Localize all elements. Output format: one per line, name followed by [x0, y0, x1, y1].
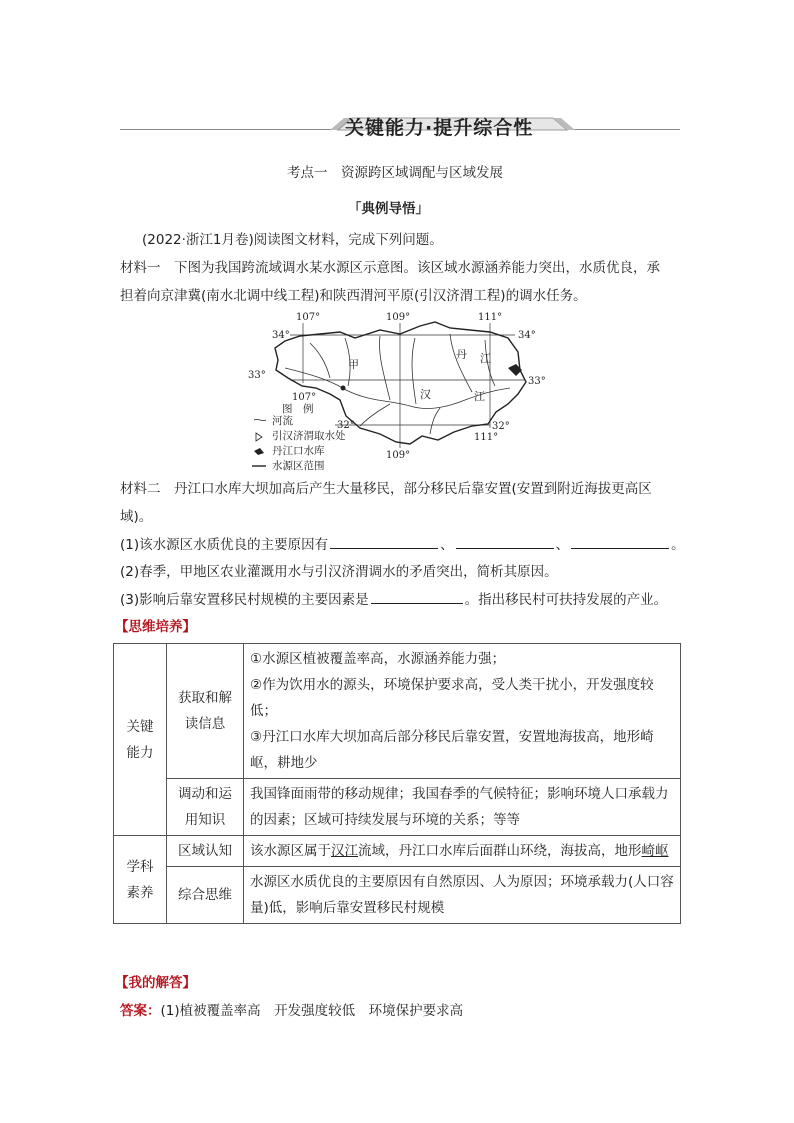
legend-reservoir: 丹江口水库	[272, 445, 325, 457]
answer-text: (1)植被覆盖率高 开发强度较低 环境保护要求高	[160, 1003, 464, 1019]
water-source-boundary	[275, 322, 526, 444]
lon-top-1: 107°	[296, 312, 321, 323]
separator-2: 、	[555, 537, 570, 553]
answer-label: 【我的解答】	[115, 975, 196, 991]
header-rule-right	[570, 129, 680, 130]
page-title: 关键能力·提升综合性	[345, 117, 534, 139]
lon-bottom-2: 109°	[386, 450, 411, 461]
group-discipline: 学科素养	[114, 836, 167, 924]
answer-prefix: 答案：	[120, 1003, 161, 1019]
lon-top-3: 111°	[478, 312, 503, 323]
lat-right-32: 32°	[492, 421, 510, 432]
row-content-synthesis: 水源区水质优良的主要原因有自然原因、人为原因；环境承载力(人口容量)低，影响后靠安置移民村规模	[244, 867, 681, 924]
row-label-synthesis: 综合思维	[167, 867, 244, 924]
question-3	[120, 589, 667, 611]
thinking-label: 【思维培养】	[115, 619, 196, 635]
lat-left-34: 34°	[272, 330, 290, 341]
thinking-table	[113, 643, 681, 924]
section-subheading: 「典例导悟」	[348, 201, 429, 217]
row-content-info	[244, 644, 681, 779]
question-1-text: (1)该水源区水质优良的主要原因有	[120, 537, 329, 553]
group-key-ability: 关键能力	[114, 644, 167, 836]
info-point-2: ②作为饮用水的源头，环境保护要求高，受人类干扰小，开发强度较低；	[250, 677, 654, 719]
separator-1: 、	[440, 537, 454, 553]
material2-line2: 域)。	[120, 509, 153, 525]
place-jia: 甲	[348, 358, 359, 371]
row-content-knowledge: 我国锋面雨带的移动规律；我国春季的气候特征；影响环境人口承载力的因素；区域可持续发展与环境的关系；等等	[244, 779, 681, 836]
lat-left-33: 33°	[248, 370, 266, 381]
map-rivers	[285, 334, 510, 434]
section-heading: 考点一 资源跨区域调配与区域发展	[287, 165, 503, 181]
answer-blank-1-3	[571, 534, 669, 549]
answer-line	[120, 1000, 463, 1022]
question-3-text: (3)影响后靠安置移民村规模的主要因素是	[120, 592, 369, 608]
legend-title: 图 例	[282, 403, 314, 415]
question-1-end: 。	[671, 537, 685, 553]
lat-right-33: 33°	[528, 376, 546, 387]
material1-line1: 材料一 下图为我国跨流域调水某水源区示意图。该区域水源涵养能力突出，水质优良，承	[120, 260, 660, 276]
row-label-knowledge: 调动和运用知识	[167, 779, 244, 836]
question-3-tail: 。指出移民村可扶持发展的产业。	[464, 592, 668, 608]
intake-point-marker	[341, 386, 346, 391]
answer-blank-3	[371, 589, 463, 604]
region-text-tail: 崎岖	[641, 843, 669, 859]
row-label-region: 区域认知	[167, 836, 244, 867]
intro-text: (2022·浙江1月卷)阅读图文材料，完成下列问题。	[142, 232, 443, 248]
place-jiang-2: 江	[474, 390, 485, 403]
question-1	[120, 534, 685, 556]
region-text-post: 流域，丹江口水库后面群山环绕，海拔高，地形	[358, 843, 642, 859]
answer-blank-1-2	[456, 534, 554, 549]
place-jiang-1: 江	[480, 352, 491, 365]
place-han: 汉	[420, 388, 431, 401]
legend-intake-icon	[256, 433, 262, 441]
question-2: (2)春季，甲地区农业灌溉用水与引汉济渭调水的矛盾突出，简析其原因。	[120, 564, 558, 580]
lon-bottom-1: 107°	[292, 392, 317, 403]
water-source-map	[240, 308, 550, 473]
place-dan: 丹	[456, 348, 467, 361]
lon-top-2: 109°	[386, 312, 411, 323]
material2-line1: 材料二 丹江口水库大坝加高后产生大量移民，部分移民后靠安置(安置到附近海拔更高区	[120, 481, 652, 497]
lat-right-34: 34°	[518, 330, 536, 341]
legend-intake: 引汉济渭取水处	[272, 430, 346, 442]
lon-bottom-3: 111°	[474, 432, 499, 443]
answer-blank-1-1	[330, 534, 438, 549]
region-link-hanjiang[interactable]: 汉江	[331, 843, 358, 859]
info-point-1: ①水源区植被覆盖率高，水源涵养能力强；	[250, 651, 506, 667]
info-point-3: ③丹江口水库大坝加高后部分移民后靠安置，安置地海拔高，地形崎岖，耕地少	[250, 729, 654, 771]
legend-reservoir-icon	[254, 448, 264, 455]
region-text-pre: 该水源区属于	[250, 843, 331, 859]
legend-boundary: 水源区范围	[272, 460, 325, 472]
material1-line2: 担着向京津冀(南水北调中线工程)和陕西渭河平原(引汉济渭工程)的调水任务。	[120, 288, 587, 304]
row-content-region	[244, 836, 681, 867]
lat-left-32: 32°	[337, 420, 355, 431]
header-rule-left	[120, 129, 335, 130]
row-label-info: 获取和解读信息	[167, 644, 244, 779]
legend-river: 河流	[272, 415, 293, 427]
legend-river-icon	[254, 419, 266, 420]
